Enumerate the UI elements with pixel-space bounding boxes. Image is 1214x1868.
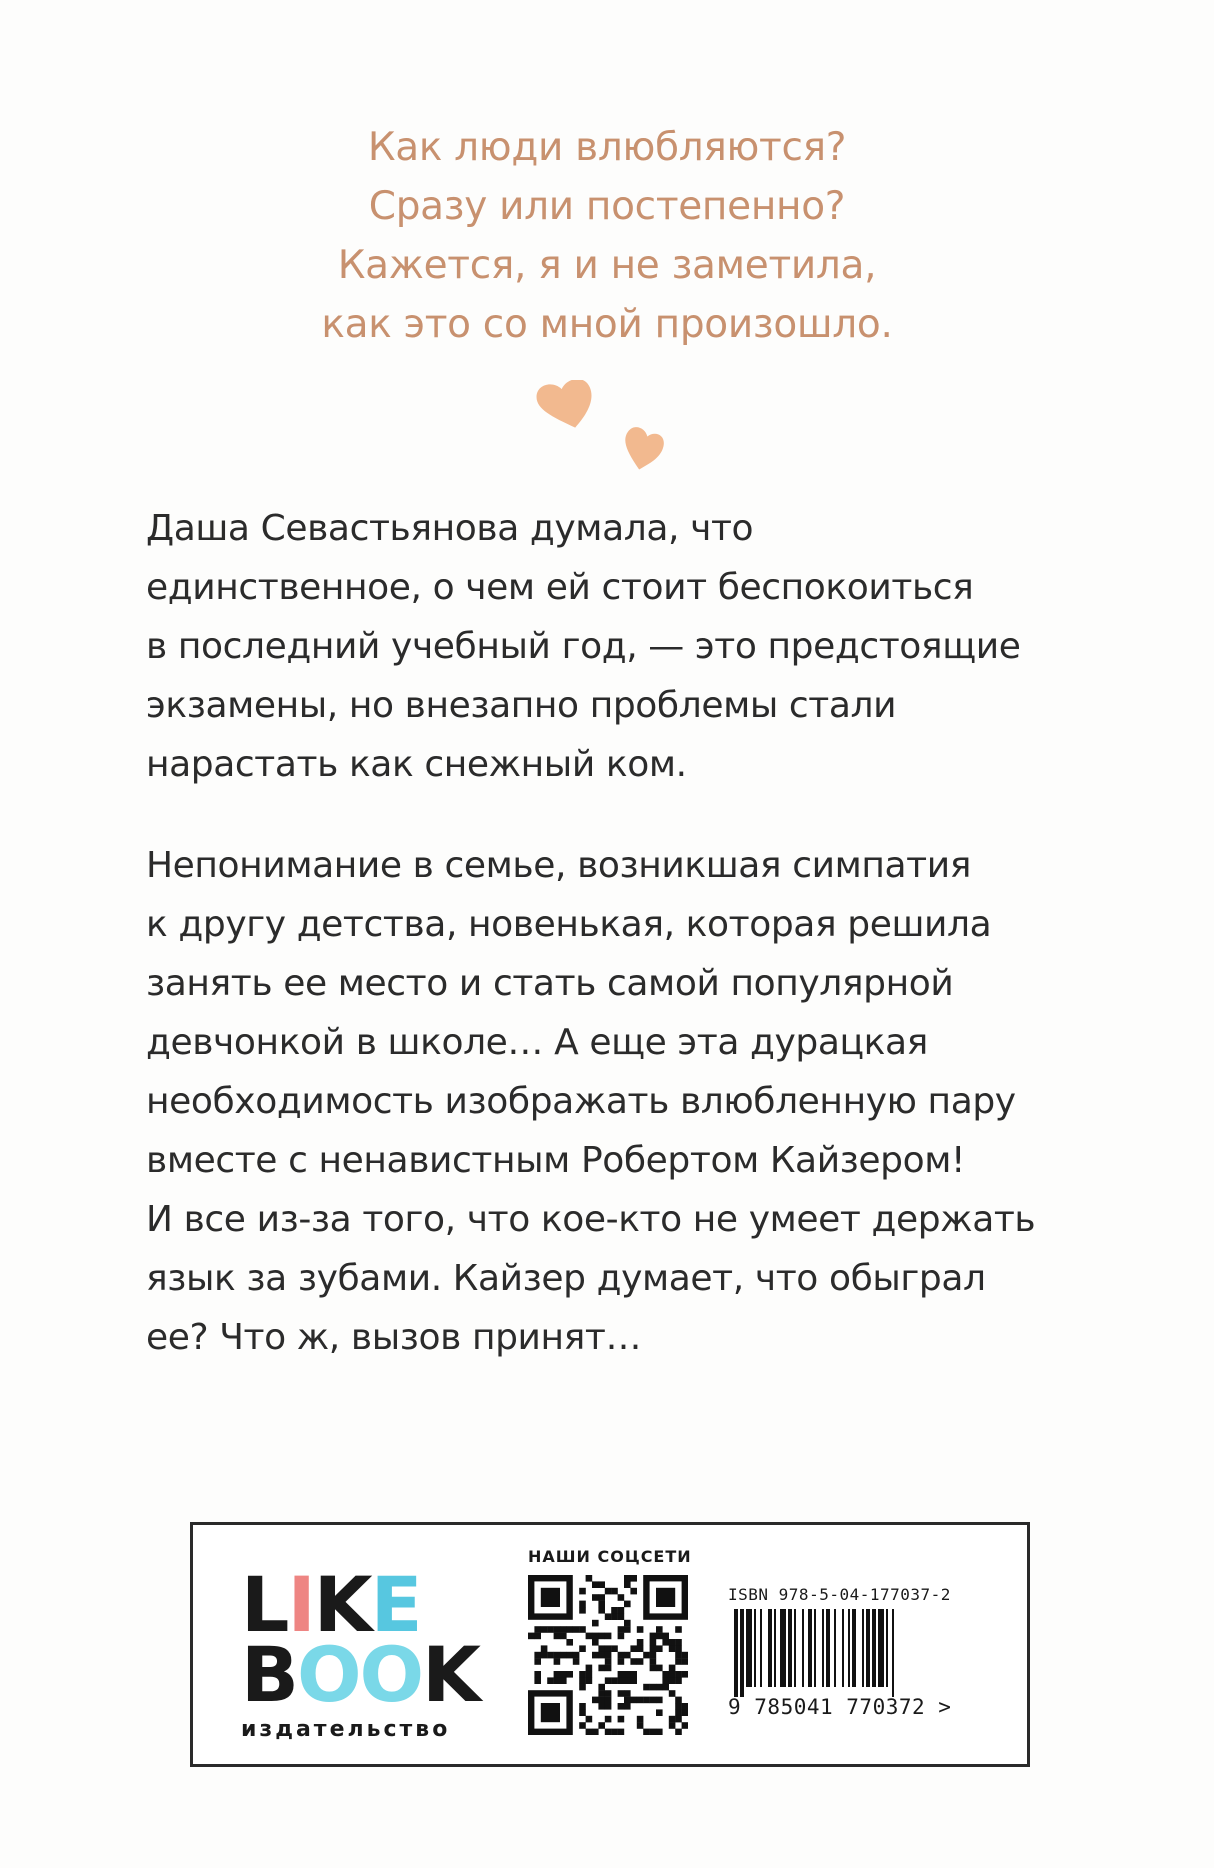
description-line: единственное, о чем ей стоит беспокоиться [146, 567, 974, 608]
description-line: вместе с ненавистным Робертом Кайзером! [146, 1140, 966, 1181]
description-line: И все из-за того, что кое-кто не умеет держать [146, 1199, 1036, 1240]
tagline-line: Как люди влюбляются? [367, 125, 847, 170]
description-line: ее? Что ж, вызов принят… [146, 1317, 642, 1358]
tagline-line: Кажется, я и не заметила, [337, 243, 877, 288]
qr-code-icon[interactable] [528, 1575, 688, 1735]
description-line: нарастать как снежный ком. [146, 744, 687, 785]
isbn-label: ISBN 978-5-04-177037-2 [728, 1585, 951, 1604]
description-line: занять ее место и стать самой популярной [146, 963, 954, 1004]
logo-letter: O [296, 1630, 360, 1719]
logo-letter: L [241, 1560, 288, 1649]
logo-letter: E [370, 1560, 421, 1649]
description-paragraph-2 [146, 836, 1106, 1367]
logo-letter: O [359, 1630, 423, 1719]
tagline-line: Сразу или постепенно? [368, 184, 846, 229]
description-line: девчонкой в школе… А еще эта дурацкая [146, 1022, 928, 1063]
social-qr-block [528, 1547, 698, 1757]
description-line: к другу детства, новенькая, которая решила [146, 904, 992, 945]
logo-letter: K [313, 1560, 371, 1649]
barcode-digits: 9 785041 770372 > [728, 1695, 952, 1719]
isbn-block [728, 1585, 998, 1735]
tagline [0, 118, 1214, 354]
description-line: Непонимание в семье, возникшая симпатия [146, 845, 972, 886]
publisher-info-box [190, 1522, 1030, 1767]
barcode-icon [728, 1609, 978, 1697]
hearts-icon [535, 380, 695, 490]
description-line: Даша Севастьянова думала, что [146, 508, 754, 549]
tagline-line: как это со мной произошло. [321, 302, 893, 347]
logo-subtitle: издательство [241, 1717, 451, 1742]
description-paragraph-1 [146, 499, 1106, 794]
description-line: экзамены, но внезапно проблемы стали [146, 685, 897, 726]
description-line: язык за зубами. Кайзер думает, что обыграл [146, 1258, 986, 1299]
logo-row-book [241, 1630, 480, 1719]
logo-letter: B [241, 1630, 297, 1719]
description-line: необходимость изображать влюбленную пару [146, 1081, 1016, 1122]
logo-letter: I [287, 1560, 314, 1649]
social-label: НАШИ СОЦСЕТИ [528, 1547, 692, 1566]
description-line: в последний учебный год, — это предстоящие [146, 626, 1021, 667]
logo-letter: K [422, 1630, 480, 1719]
likebook-logo [241, 1560, 480, 1742]
